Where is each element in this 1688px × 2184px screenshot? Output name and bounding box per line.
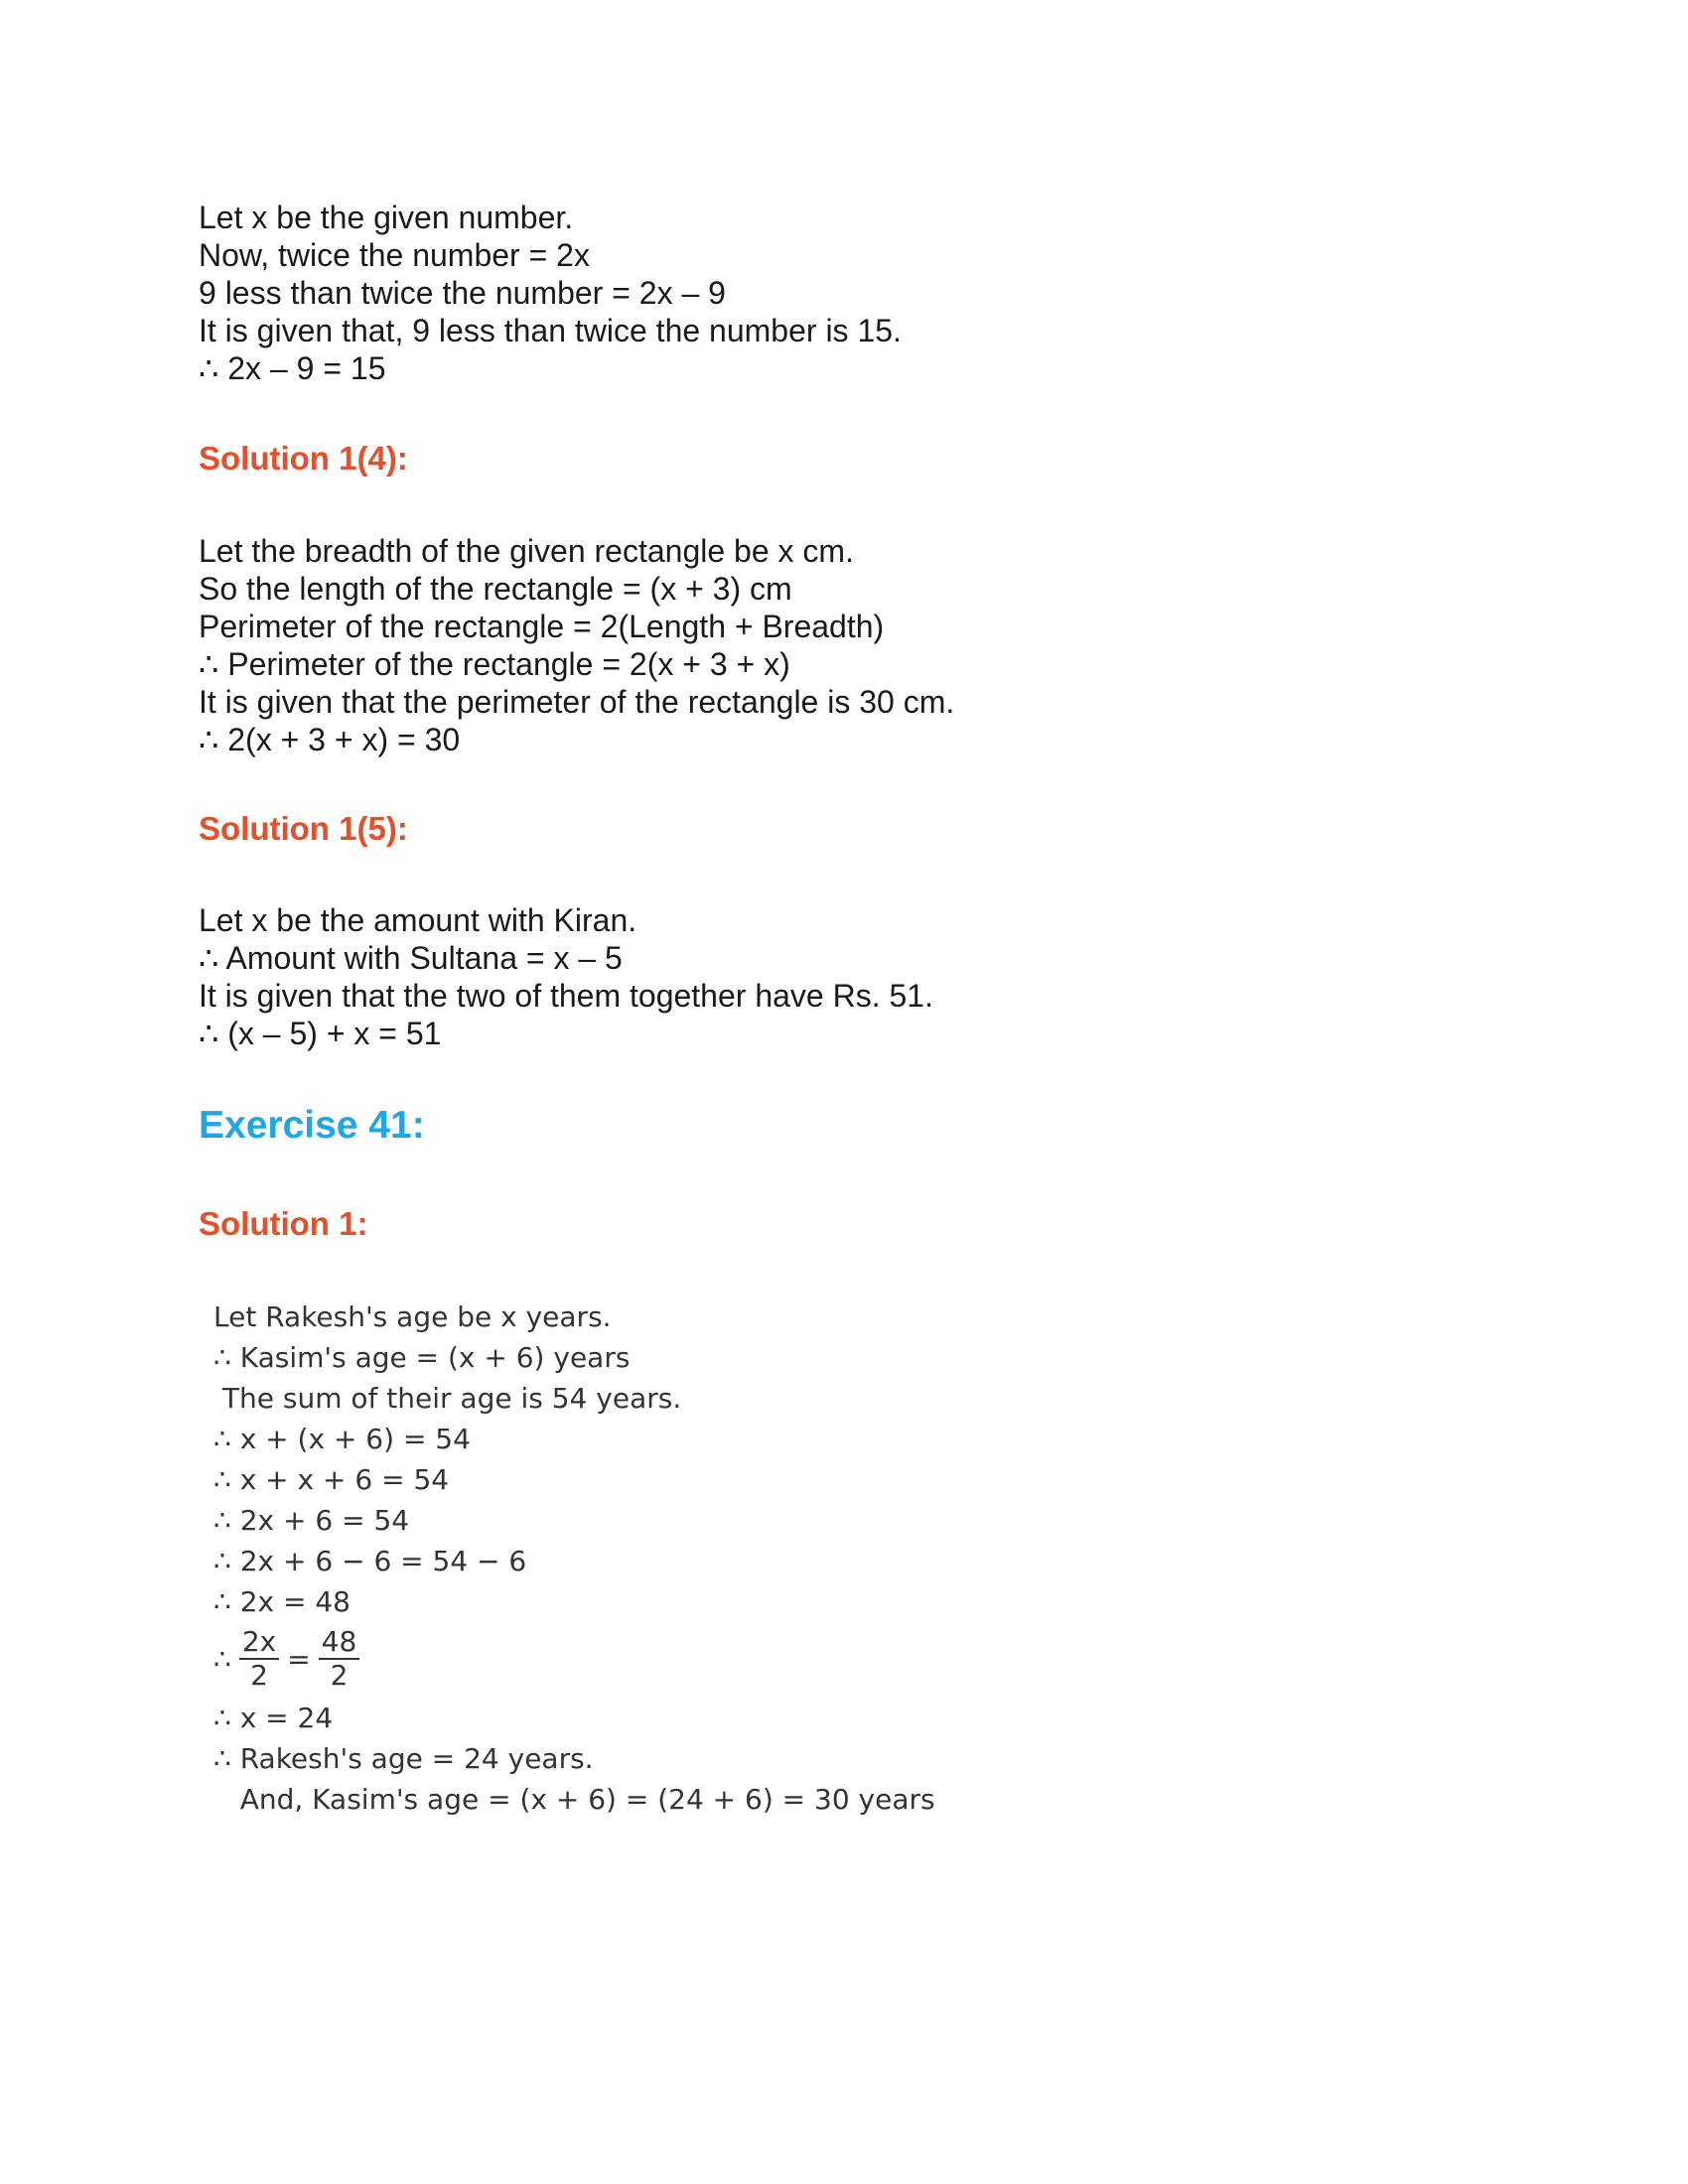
right-fraction — [319, 1626, 360, 1692]
text-line: Now, twice the number = 2x — [199, 237, 590, 273]
working-line: Let Rakesh's age be x years. — [213, 1300, 612, 1333]
working-line: ∴ 2x + 6 − 6 = 54 − 6 — [213, 1545, 527, 1577]
text-line: Let x be the amount with Kiran. — [199, 902, 637, 938]
text-line: It is given that the perimeter of the rectangle is 30 cm. — [199, 684, 955, 720]
working-line: The sum of their age is 54 years. — [213, 1382, 682, 1415]
equals-sign: = — [287, 1642, 311, 1676]
working-line: ∴ Rakesh's age = 24 years. — [213, 1742, 594, 1775]
working-line: ∴ 2x + 6 = 54 — [213, 1504, 410, 1537]
solution-1-heading: Solution 1: — [199, 1205, 368, 1242]
left-denominator: 2 — [250, 1659, 268, 1692]
right-denominator: 2 — [330, 1659, 349, 1692]
text-line: Let x be the given number. — [199, 200, 574, 235]
exercise-heading: Exercise 41: — [199, 1104, 425, 1147]
working-line: ∴ x + (x + 6) = 54 — [213, 1423, 471, 1455]
solution-1-5-text — [199, 901, 933, 1052]
fraction-equation — [213, 1626, 359, 1692]
solution-1-4-heading: Solution 1(4): — [199, 440, 408, 477]
text-line: ∴ Amount with Sultana = x – 5 — [199, 940, 623, 976]
working-line: ∴ x + x + 6 = 54 — [213, 1463, 450, 1496]
solution-1-4-text — [199, 532, 954, 758]
text-line: ∴ (x – 5) + x = 51 — [199, 1016, 442, 1051]
solution-1-3-text — [199, 199, 902, 387]
working-line: ∴ x = 24 — [213, 1702, 334, 1734]
solution-1-5-heading: Solution 1(5): — [199, 810, 408, 847]
text-line: So the length of the rectangle = (x + 3) cm — [199, 571, 792, 607]
text-line: Perimeter of the rectangle = 2(Length + Breadth) — [199, 609, 885, 644]
text-line: ∴ 2x – 9 = 15 — [199, 350, 386, 386]
working-line: ∴ 2x = 48 — [213, 1585, 351, 1618]
left-fraction — [239, 1626, 279, 1692]
right-numerator: 48 — [319, 1626, 360, 1660]
text-line: ∴ 2(x + 3 + x) = 30 — [199, 722, 461, 757]
left-numerator: 2x — [239, 1626, 279, 1660]
working-line: And, Kasim's age = (x + 6) = (24 + 6) = 30 years — [213, 1783, 935, 1816]
therefore-symbol: ∴ — [213, 1642, 231, 1676]
working-line: ∴ Kasim's age = (x + 6) years — [213, 1341, 631, 1374]
text-line: It is given that, 9 less than twice the number is 15. — [199, 313, 902, 348]
text-line: Let the breadth of the given rectangle be x cm. — [199, 533, 854, 569]
text-line: It is given that the two of them together have Rs. 51. — [199, 978, 933, 1014]
text-line: ∴ Perimeter of the rectangle = 2(x + 3 + x) — [199, 646, 790, 682]
text-line: 9 less than twice the number = 2x – 9 — [199, 275, 726, 311]
